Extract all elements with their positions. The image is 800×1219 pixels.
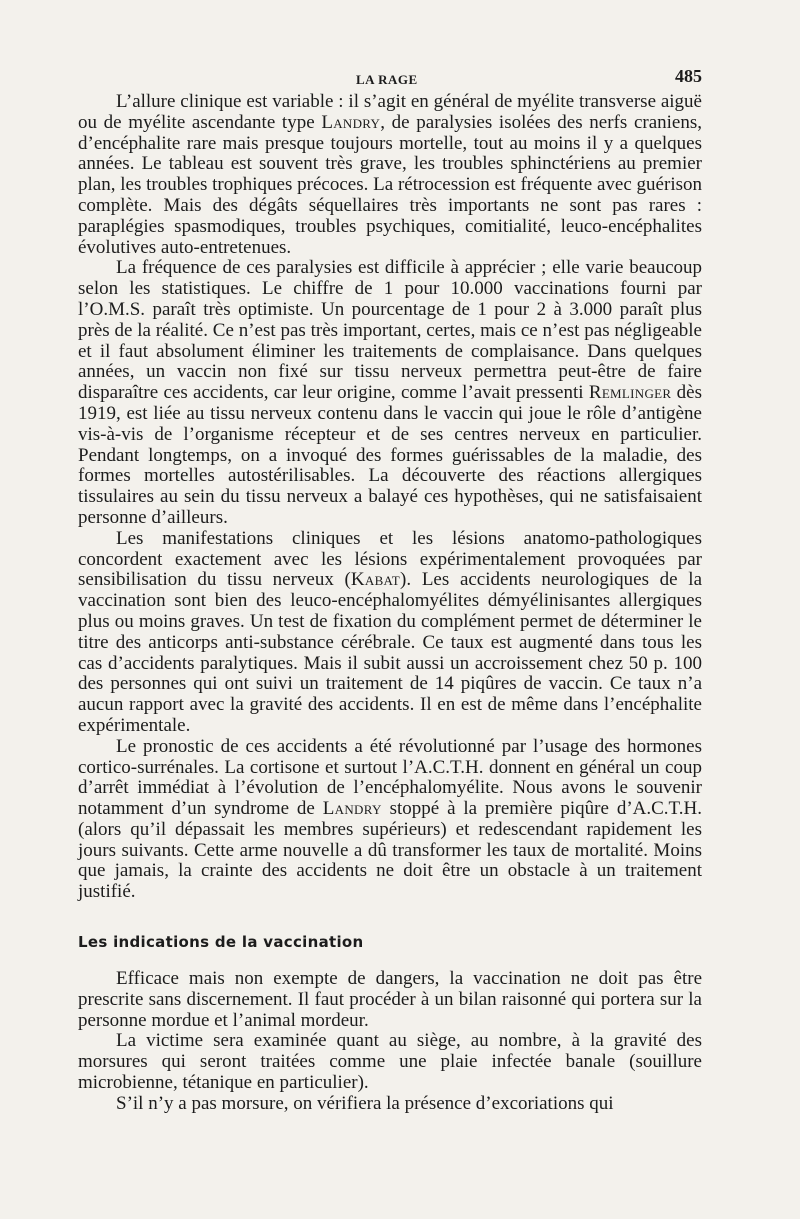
paragraph-prognosis: Le pronostic de ces accidents a été révolutionné par l’usage des hormones cortico-surrénales. La cortisone et surtout l’A.C.T.H. donnent en général un coup d’arrêt immédiat à l’évolution de l’encéphalomyélite. Nous avons le souvenir notamment d’un syndrome de Landry stoppé à la première piqûre d’A.C.T.H. (alors qu’il dépassait les membres supérieurs) et redescendant rapidement les jours suivants. Cette arme nouvelle a dû transformer les taux de mortalité. Moins que jamais, la crainte des accidents ne doit être un obstacle à un traitement justifié. (78, 735, 702, 903)
paragraph-lesions: Les manifestations cliniques et les lésions anatomo-pathologiques concordent exactement avec les lésions expérimentalement provoquées par sensibilisation du tissu nerveux (Kabat). Les accidents neurologiques de la vaccination sont bien des leuco-encéphalomyélites démyélinisantes allergiques plus ou moins graves. Un test de fixation du complément permet de déterminer le titre des anticorps anti-substance cérébrale. Ce taux est augmenté dans tous les cas d’accidents paralytiques. Mais il subit aussi un accroissement chez 50 p. 100 des personnes qui ont suivi un traitement de 14 piqûres de vaccin. Ce taux n’a aucun rapport avec la gravité des accidents. Il en est de même dans l’encéphalite expérimentale. (78, 527, 703, 736)
paragraph-victim-exam: La victime sera examinée quant au siège, au nombre, à la gravité des morsures qui seront traitées comme une plaie infectée banale (souillure microbienne, tétanique en particulier). (78, 1030, 702, 1094)
paragraph-indications: Efficace mais non exempte de dangers, la vaccination ne doit pas être prescrite sans discernement. Il faut procéder à un bilan raisonné qui portera sur la personne mordue et l’animal mordeur. (78, 968, 702, 1031)
paragraph-frequency: La fréquence de ces paralysies est difficile à apprécier ; elle varie beaucoup selon les statistiques. Le chiffre de 1 pour 10.000 vaccinations fourni par l’O.M.S. paraît très optimiste. Un pourcentage de 1 pour 2 à 3.000 paraît plus près de la réalité. Ce n’est pas très important, certes, mais ce n’est pas négligeable et il faut absolument éliminer les traitements de complaisance. Dans quelques années, un vaccin non fixé sur tissu nerveux permettra peut-être de faire disparaître ces accidents, car leur origine, comme l’avait pressenti Remlinger dès 1919, est liée au tissu nerveux contenu dans le vaccin qui joue le rôle d’antigène vis-à-vis de l’organisme récepteur et de ses centres nerveux en particulier. Pendant longtemps, on a invoqué des formes guérissables de la maladie, des formes mortelles autostérilisables. La découverte des réactions allergiques tissulaires au sein du tissu nerveux a balayé ces hypothèses, qui ne satisfaisaient personne d’ailleurs. (78, 257, 702, 528)
author-name: Kabat (350, 569, 401, 591)
running-head (78, 58, 702, 92)
author-name: Landry (322, 798, 382, 820)
page-number: 485 (675, 66, 702, 86)
running-title: LA RAGE (356, 72, 418, 87)
author-name: Remlinger (588, 382, 672, 404)
author-name: Landry (321, 111, 381, 133)
section-heading: Les indications de la vaccination (78, 933, 364, 952)
paragraph-excoriations: S’il n’y a pas morsure, on vérifiera la présence d’excoriations qui (116, 1092, 614, 1114)
body-text (78, 92, 702, 1115)
paragraph-clinical-picture: L’allure clinique est variable : il s’agit en général de myélite transverse aiguë ou de myélite ascendante type Landry, de paralysies isolées des nerfs craniens, d’encéphalite rare mais presque toujours mortelle, tout au moins il y a quelques années. Le tableau est souvent très grave, les troubles sphinctériens au premier plan, les troubles trophiques précoces. La rétrocession est fréquente avec guérison complète. Mais des dégâts séquellaires très importants ne sont pas rares : paraplégies spasmodiques, troubles psychiques, comitialité, leuco-encéphalites évolutives auto-entretenues. (78, 91, 702, 258)
